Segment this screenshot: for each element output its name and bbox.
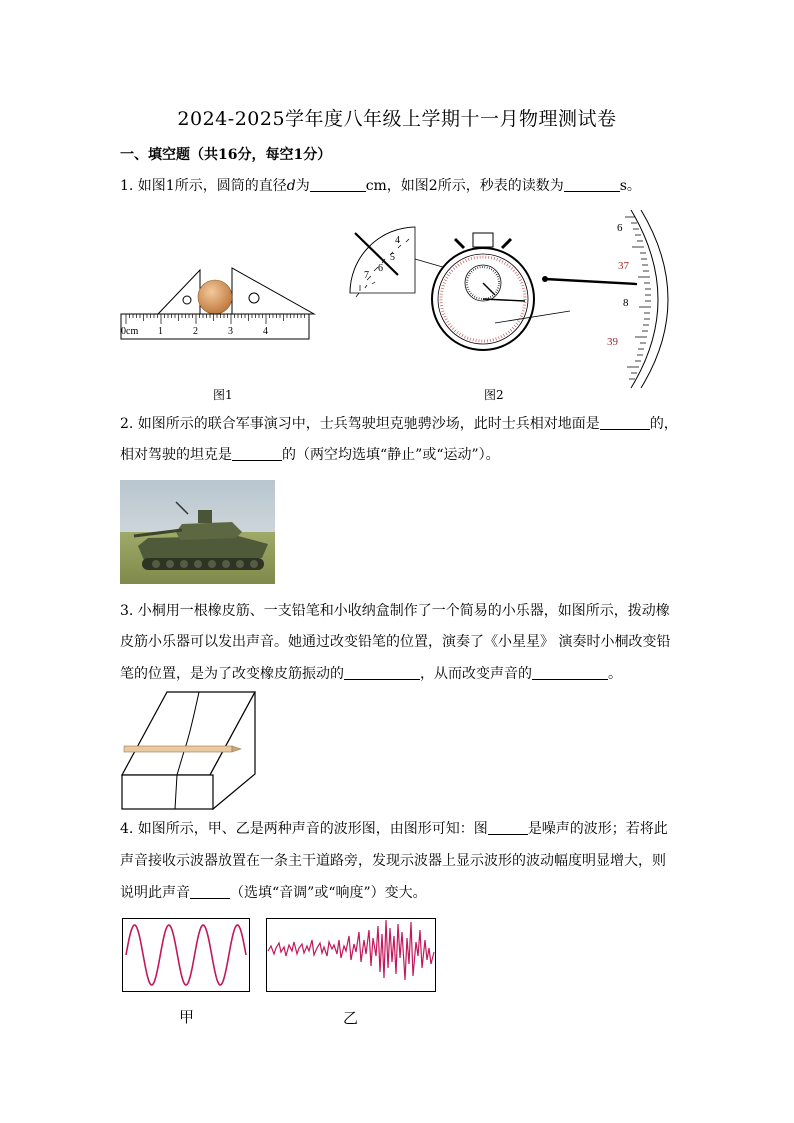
question-3-line-1: 3. 小桐用一根橡皮筋、一支铅笔和小收纳盒制作了一个简易的小乐器，如图所示，拨动橡 — [120, 603, 670, 619]
label-jia: 甲 — [179, 1008, 195, 1026]
q3-blank-2[interactable] — [532, 665, 608, 680]
q3-text-b: ，从而改变声音的 — [420, 666, 532, 682]
question-2-line-1 — [120, 414, 678, 434]
ruler-label-2: 2 — [193, 326, 198, 337]
ruler-label-0: 0cm — [121, 326, 139, 337]
question-3-line-3 — [120, 664, 622, 684]
figure-2-stopwatch — [345, 205, 675, 390]
q2-text-c: 相对驾驶的坦克是 — [120, 447, 232, 463]
box-instrument-figure — [119, 688, 261, 812]
dial-label-5: 5 — [390, 252, 395, 263]
tank-photo — [120, 480, 275, 584]
dial-label-4: 4 — [395, 235, 400, 246]
ruler-label-3: 3 — [228, 326, 233, 337]
q4-blank-1[interactable] — [488, 820, 528, 835]
q4-text-d: （选填“音调”或“响度”）变大。 — [230, 885, 427, 901]
scale-label-8: 8 — [623, 297, 629, 309]
waveform-yi — [266, 918, 436, 992]
dial-label-7: 7 — [364, 270, 369, 281]
label-yi: 乙 — [343, 1009, 359, 1027]
second-pointer — [545, 279, 637, 284]
page-title: 2024-2025学年度八年级上学期十一月物理测试卷 — [177, 108, 617, 130]
q2-text-b: 的， — [649, 416, 678, 432]
scale-label-39: 39 — [607, 336, 618, 348]
question-4-line-3 — [120, 883, 427, 903]
q4-text-c: 说明此声音 — [120, 885, 190, 901]
q1-text-b: 为 — [295, 178, 310, 194]
q3-text-a: 笔的位置，是为了改变橡皮筋振动的 — [120, 666, 344, 682]
waveform-jia — [122, 918, 250, 992]
scale-label-6: 6 — [617, 222, 623, 234]
fig2-caption: 图2 — [484, 388, 504, 402]
sphere-icon — [198, 280, 232, 314]
fig1-caption: 图1 — [213, 388, 233, 402]
q2-blank-2[interactable] — [232, 446, 282, 461]
q1-text-c: cm，如图2所示，秒表的读数为 — [365, 178, 564, 194]
pencil-icon — [124, 746, 232, 752]
q1-blank-1[interactable] — [310, 177, 366, 192]
q2-text-d: 的（两空均选填“静止”或“运动”）。 — [282, 447, 500, 463]
question-1 — [120, 176, 641, 196]
q2-text-a: 2. 如图所示的联合军事演习中，士兵驾驶坦克驰骋沙场，此时士兵相对地面是 — [120, 416, 600, 432]
q2-blank-1[interactable] — [600, 415, 650, 430]
q1-blank-2[interactable] — [564, 177, 620, 192]
question-2-line-2 — [120, 445, 500, 465]
question-3-line-2: 皮筋小乐器可以发出声音。她通过改变铅笔的位置，演奏了《小星星》 演奏时小桐改变铅 — [120, 634, 671, 650]
question-4-line-2: 声音接收示波器放置在一条主干道路旁，发现示波器上显示波形的波动幅度明显增大，则 — [120, 853, 666, 869]
ruler-label-4: 4 — [263, 326, 268, 337]
q3-text-c: 。 — [608, 666, 622, 682]
q1-text-a: 1. 如图1所示，圆筒的直径 — [120, 178, 287, 194]
q1-text-d: s。 — [619, 178, 641, 194]
q4-text-a: 4. 如图所示，甲、乙是两种声音的波形图，由图形可知：图 — [120, 821, 488, 837]
q4-blank-2[interactable] — [190, 884, 230, 899]
figure-1-ruler — [118, 262, 318, 344]
q4-text-b: 是噪声的波形；若将此 — [527, 821, 668, 837]
dial-label-6: 6 — [378, 263, 383, 274]
q3-blank-1[interactable] — [344, 665, 420, 680]
ruler-label-1: 1 — [158, 326, 163, 337]
q1-var: d — [286, 178, 296, 194]
scale-label-37: 37 — [618, 260, 629, 272]
question-4-line-1 — [120, 819, 668, 839]
section-heading: 一、填空题（共16分，每空1分） — [120, 147, 332, 163]
